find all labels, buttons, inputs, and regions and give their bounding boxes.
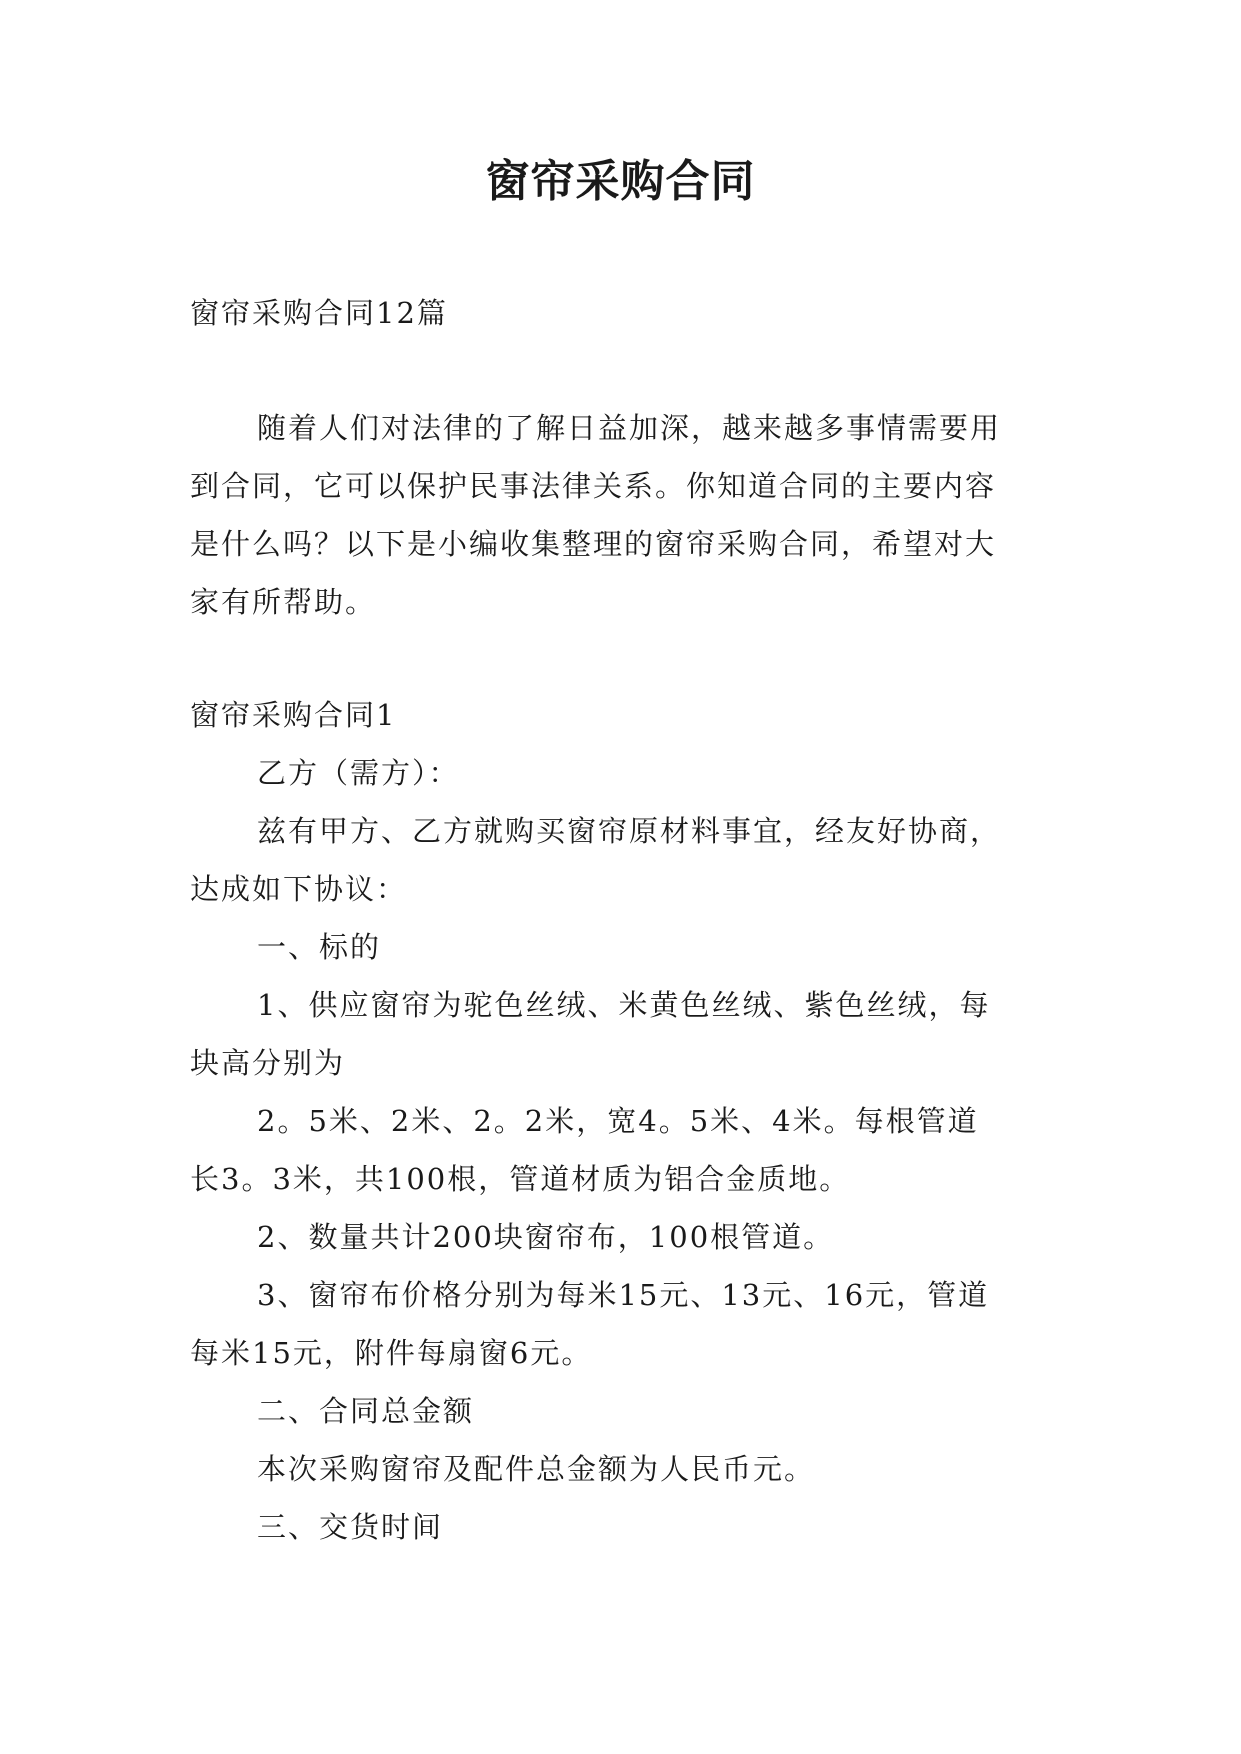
body-line: 每米15元，附件每扇窗6元。: [190, 1336, 593, 1370]
body-line: 二、合同总金额: [257, 1394, 475, 1428]
body-line: 2、数量共计200块窗帘布，100根管道。: [257, 1220, 835, 1254]
body-line: 乙方（需方）：: [257, 756, 460, 790]
body-line: 达成如下协议：: [190, 872, 408, 906]
body-line: 本次采购窗帘及配件总金额为人民币元。: [257, 1452, 816, 1486]
subtitle-line: 窗帘采购合同12篇: [190, 296, 448, 330]
intro-line: 随着人们对法律的了解日益加深，越来越多事情需要用: [257, 411, 1002, 445]
body-line: 1、供应窗帘为驼色丝绒、米黄色丝绒、紫色丝绒，每: [257, 988, 991, 1022]
body-line: 2。5米、2米、2。2米，宽4。5米、4米。每根管道: [257, 1104, 979, 1138]
intro-line: 到合同，它可以保护民事法律关系。你知道合同的主要内容: [190, 469, 997, 503]
document-title: 窗帘采购合同: [485, 156, 756, 207]
body-line: 3、窗帘布价格分别为每米15元、13元、16元，管道: [257, 1278, 990, 1312]
body-line: 块高分别为: [190, 1046, 346, 1080]
section-heading: 窗帘采购合同1: [190, 698, 397, 732]
body-line: 兹有甲方、乙方就购买窗帘原材料事宜，经友好协商，: [257, 814, 1002, 848]
intro-line: 家有所帮助。: [190, 585, 377, 619]
body-line: 一、标的: [257, 930, 382, 964]
body-line: 长3。3米，共100根，管道材质为铝合金质地。: [190, 1162, 851, 1196]
intro-line: 是什么吗？以下是小编收集整理的窗帘采购合同，希望对大: [190, 527, 997, 561]
body-line: 三、交货时间: [257, 1510, 444, 1544]
